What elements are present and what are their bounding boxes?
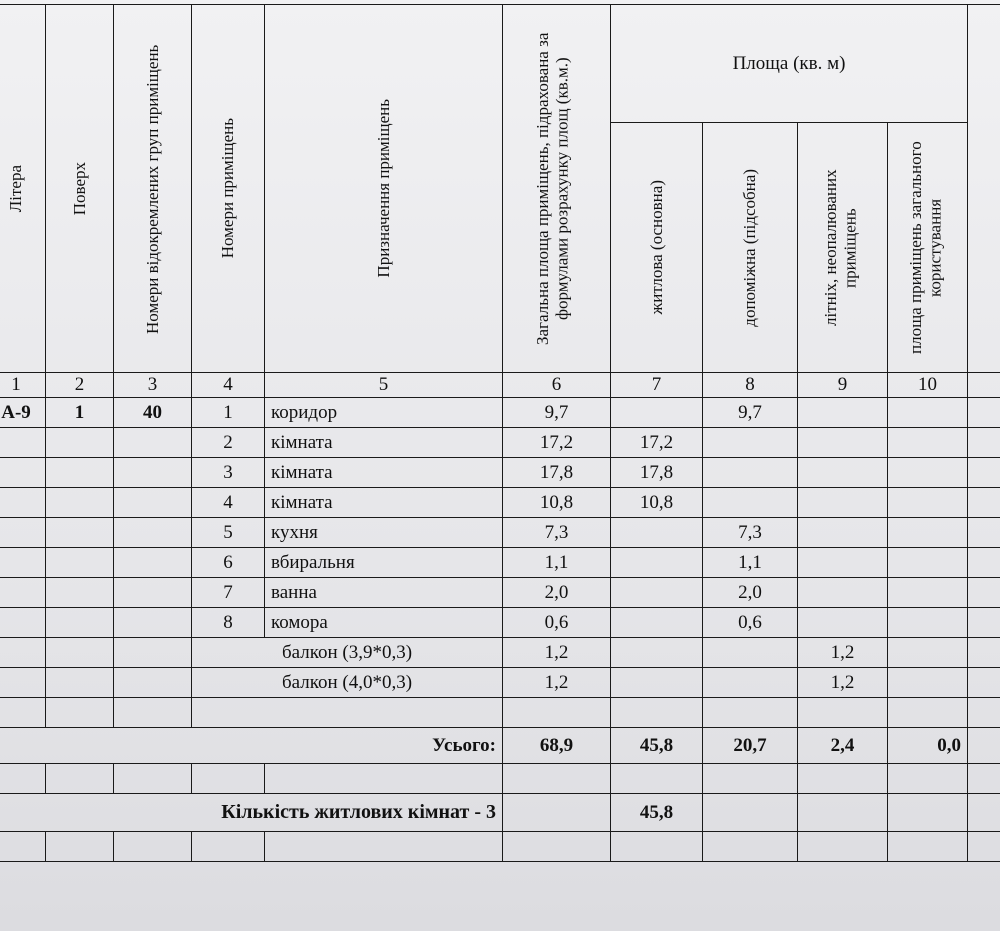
table-row: 6 вбиральня 1,1 1,1 [0, 548, 1000, 578]
table-row: 5 кухня 7,3 7,3 [0, 518, 1000, 548]
header-litera: Літера [0, 5, 46, 373]
totals-label: Усього: [0, 728, 503, 764]
column-numbers-row: 1 2 3 4 5 6 7 8 9 10 [0, 373, 1000, 398]
header-auxiliary: допоміжна (підсобна) [703, 123, 798, 373]
header-area-group: Площа (кв. м) [611, 5, 968, 123]
empty-row [0, 764, 1000, 794]
balcony-row: балкон (4,0*0,3) 1,2 1,2 [0, 668, 1000, 698]
table-row: 8 комора 0,6 0,6 [0, 608, 1000, 638]
rooms-table [0, 4, 1000, 862]
header-common: площа приміщень загального користування [888, 123, 968, 373]
header-room-numbers: Номери приміщень [192, 5, 265, 373]
table-row: 7 ванна 2,0 2,0 [0, 578, 1000, 608]
header-total-area: Загальна площа приміщень, підрахована за формулами розрахунку площ (кв.м.) [503, 5, 611, 373]
empty-row [0, 698, 1000, 728]
header-extra [968, 5, 1000, 373]
table-row: 2 кімната 17,2 17,2 [0, 428, 1000, 458]
balcony-row: балкон (3,9*0,3) 1,2 1,2 [0, 638, 1000, 668]
totals-row: Усього: 68,9 45,8 20,7 2,4 0,0 [0, 728, 1000, 764]
table-row: 4 кімната 10,8 10,8 [0, 488, 1000, 518]
table-row: 3 кімната 17,8 17,8 [0, 458, 1000, 488]
rooms-count-label: Кількість житлових кімнат - 3 [0, 794, 503, 832]
header-groups: Номери відокремлених груп приміщень [114, 5, 192, 373]
empty-row [0, 832, 1000, 862]
header-floor: Поверх [46, 5, 114, 373]
rooms-count-row: Кількість житлових кімнат - 3 45,8 [0, 794, 1000, 832]
header-living: житлова (основна) [611, 123, 703, 373]
header-purpose: Призначення приміщень [265, 5, 503, 373]
table-row: А-9 1 40 1 коридор 9,7 9,7 [0, 398, 1000, 428]
header-summer: літніх, неопалюваних приміщень [798, 123, 888, 373]
